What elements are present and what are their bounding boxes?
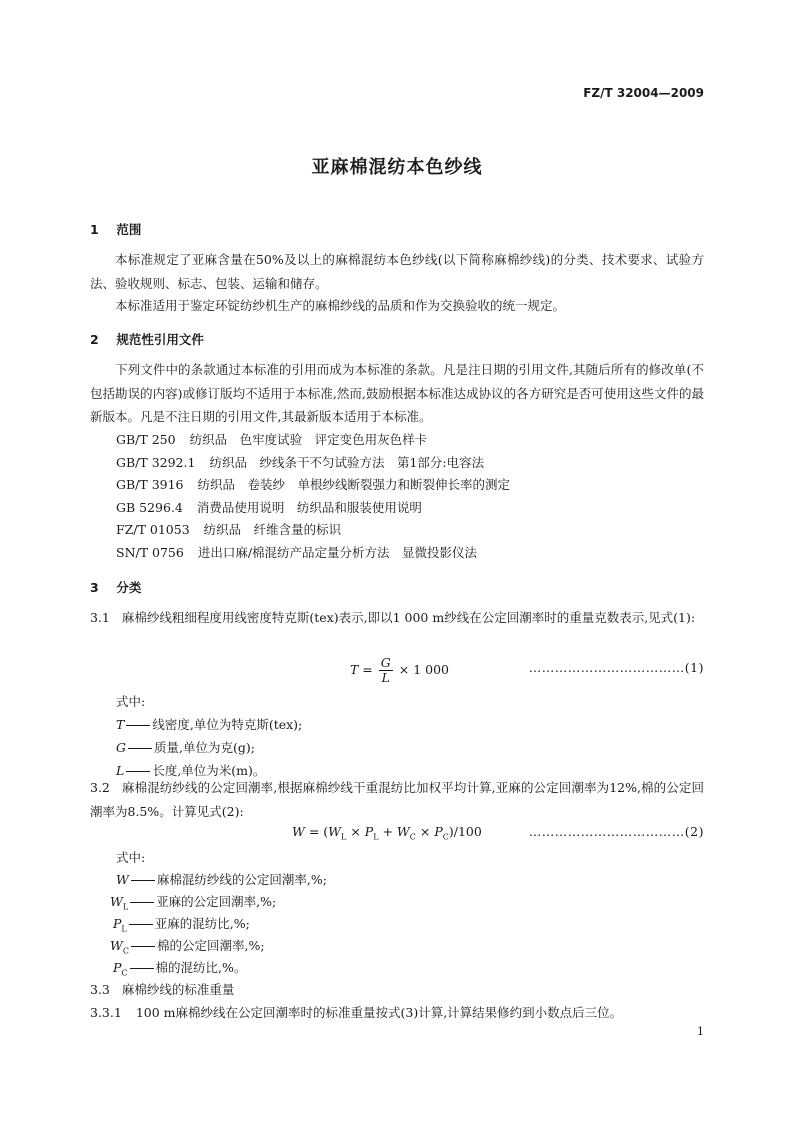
variable-subscript: L <box>121 924 127 934</box>
reference-code: GB/T 3292.1 <box>116 455 196 470</box>
variable-symbol: L <box>116 763 125 778</box>
variable-symbol: P <box>113 916 122 931</box>
variable-symbol: P <box>113 960 122 975</box>
clause-text: 麻棉纱线粗细程度用线密度特克斯(tex)表示,即以1 000 m纱线在公定回潮率时的重量克数表示,见式(1): <box>121 610 696 625</box>
variable-description: 长度,单位为米(m)。 <box>152 763 266 778</box>
clause-3-3 <box>90 980 234 998</box>
variable-symbol: T <box>116 717 125 732</box>
section-title: 规范性引用文件 <box>116 332 204 347</box>
fraction <box>379 656 393 685</box>
section-1-paragraph-2: 本标准适用于鉴定环锭纺纱机生产的麻棉纱线的品质和作为交换验收的统一规定。 <box>115 298 566 313</box>
reference-code: GB 5296.4 <box>116 500 183 515</box>
section-number: 3 <box>90 580 99 595</box>
where-label: 式中: <box>116 694 146 709</box>
clause-3-3-1 <box>90 1003 622 1021</box>
dash <box>126 725 150 726</box>
clause-number: 3.1 <box>90 610 110 625</box>
reference-title: 纺织品 卷装纱 单根纱线断裂强力和断裂伸长率的测定 <box>197 477 511 492</box>
clause-heading: 麻棉纱线的标准重量 <box>121 982 235 997</box>
section-number: 1 <box>90 222 99 237</box>
variable-definition <box>110 892 276 912</box>
reference-code: GB/T 3916 <box>116 477 184 492</box>
variable-definition <box>113 914 250 934</box>
variable-description: 亚麻的公定回潮率,%; <box>156 894 277 909</box>
page-number: 1 <box>697 1025 704 1038</box>
variable-definition <box>113 958 246 978</box>
reference-item <box>116 453 484 471</box>
formula-2: $W = (W_L \times P_L + W_C \times P_C)/100$ <box>292 824 482 842</box>
dash <box>130 902 154 903</box>
variable-subscript: C <box>121 968 128 978</box>
clause-text: 麻棉混纺纱线的公定回潮率,根据麻棉纱线干重混纺比加权平均计算,亚麻的公定回潮率为12%,棉的公定回潮率为8.5%。计算见式(2): <box>90 780 704 819</box>
equation-number: ………………………………(1) <box>528 660 704 675</box>
section-1-heading <box>90 220 141 238</box>
variable-symbol: G <box>116 740 126 755</box>
variable-definition <box>116 715 302 733</box>
section-1-paragraph-1: 本标准规定了亚麻含量在50%及以上的麻棉混纺本色纱线(以下简称麻棉纱线)的分类、技术要求、试验方法、验收规则、标志、包装、运输和储存。 <box>90 252 704 291</box>
variable-subscript: L <box>122 902 129 912</box>
document-title: 亚麻棉混纺本色纱线 <box>311 157 483 178</box>
variable-symbol: W <box>110 938 123 953</box>
reference-title: 纺织品 纤维含量的标识 <box>203 522 342 537</box>
variable-symbol: W <box>116 872 129 887</box>
variable-definition <box>110 936 265 956</box>
reference-item <box>116 475 510 493</box>
formula-lhs: T = <box>350 662 373 677</box>
dash <box>128 748 152 749</box>
reference-title: 消费品使用说明 纺织品和服装使用说明 <box>196 500 422 515</box>
fraction-denominator: L <box>381 670 390 685</box>
formula-1 <box>350 656 449 685</box>
clause-3-1 <box>90 606 704 630</box>
section-number: 2 <box>90 332 99 347</box>
equation-number: ………………………………(2) <box>528 824 704 839</box>
reference-code: FZ/T 01053 <box>116 522 190 537</box>
reference-item <box>116 430 427 448</box>
reference-title: 纺织品 色牢度试验 评定变色用灰色样卡 <box>189 432 428 447</box>
dash <box>131 880 155 881</box>
dash <box>131 946 155 947</box>
section-title: 分类 <box>116 580 142 595</box>
reference-item <box>116 520 341 538</box>
variable-description: 亚麻的混纺比,%; <box>154 916 250 931</box>
dash <box>130 968 154 969</box>
clause-text: 100 m麻棉纱线在公定回潮率时的标准重量按式(3)计算,计算结果修约到小数点后三位。 <box>135 1005 623 1020</box>
reference-code: SN/T 0756 <box>116 545 184 560</box>
reference-title: 纺织品 纱线条干不匀试验方法 第1部分:电容法 <box>209 455 485 470</box>
fraction-numerator: G <box>380 655 391 670</box>
standard-code: FZ/T 32004—2009 <box>583 86 704 100</box>
reference-item <box>116 543 477 561</box>
section-2-paragraph-1: 下列文件中的条款通过本标准的引用而成为本标准的条款。凡是注日期的引用文件,其随后所有的修改单(不包括勘误的内容)或修订版均不适用于本标准,然而,鼓励根据本标准达成协议的各方研究是否可使用这些文件的最新版本。凡是不注日期的引用文件,其最新版本适用于本标准。 <box>90 362 704 424</box>
variable-description: 质量,单位为克(g); <box>154 740 255 755</box>
dash <box>126 771 150 772</box>
reference-item <box>116 498 422 516</box>
section-2-heading <box>90 330 204 348</box>
variable-description: 棉的公定回潮率,%; <box>156 938 265 953</box>
section-title: 范围 <box>116 222 142 237</box>
section-3-heading <box>90 578 141 596</box>
variable-description: 线密度,单位为特克斯(tex); <box>152 717 303 732</box>
clause-number: 3.3.1 <box>90 1005 122 1020</box>
reference-code: GB/T 250 <box>116 432 176 447</box>
variable-description: 棉的混纺比,%。 <box>155 960 247 975</box>
dash <box>129 924 153 925</box>
variable-symbol: W <box>110 894 123 909</box>
variable-definition <box>116 738 255 756</box>
formula-rhs: × 1 000 <box>398 662 449 677</box>
clause-number: 3.2 <box>90 780 110 795</box>
reference-title: 进出口麻/棉混纺产品定量分析方法 显微投影仪法 <box>197 545 478 560</box>
variable-definition <box>116 870 327 890</box>
clause-3-2 <box>90 776 704 823</box>
variable-description: 麻棉混纺纱线的公定回潮率,%; <box>156 872 327 887</box>
clause-number: 3.3 <box>90 982 110 997</box>
where-label: 式中: <box>116 850 146 865</box>
variable-subscript: C <box>122 946 129 956</box>
